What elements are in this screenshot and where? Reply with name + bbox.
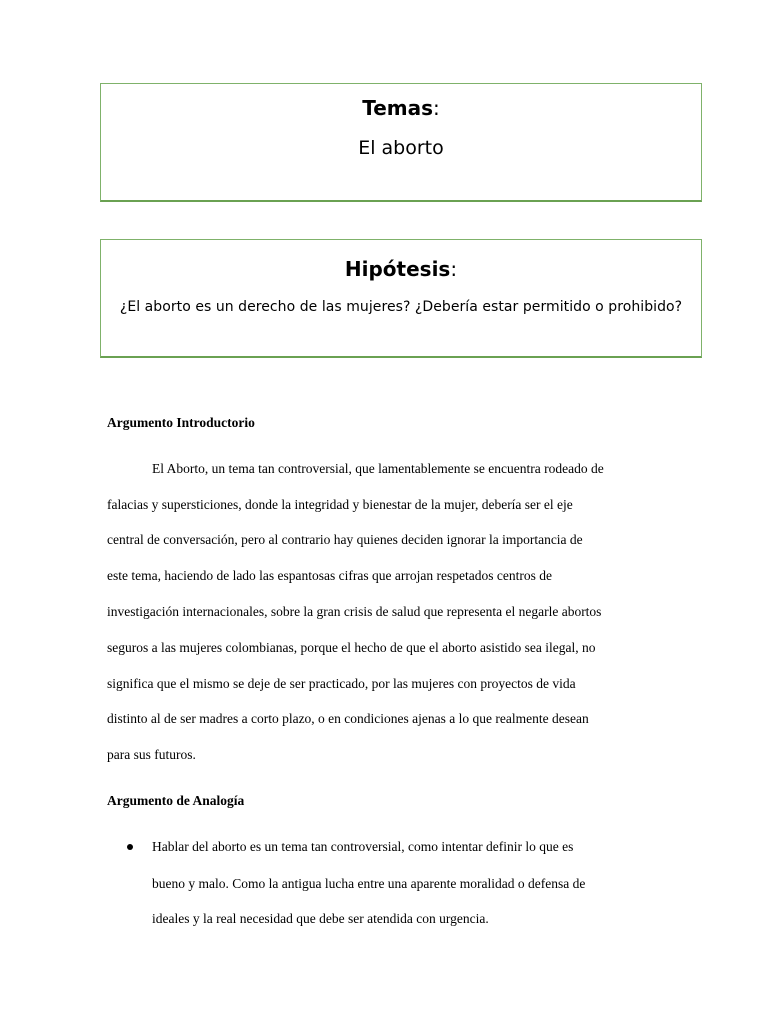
- argumento-analogia-heading: Argumento de Analogía: [107, 793, 245, 808]
- temas-value: El aborto: [358, 137, 444, 159]
- intro-paragraph-line: El Aborto, un tema tan controversial, que lamentablemente se encuentra rodeado de: [152, 461, 604, 476]
- intro-paragraph-line: significa que el mismo se deje de ser practicado, por las mujeres con proyectos de vida: [107, 676, 576, 691]
- hipotesis-question: ¿El aborto es un derecho de las mujeres? ¿Debería estar permitido o prohibido?: [119, 299, 683, 315]
- hipotesis-heading-label: Hipótesis: [344, 257, 451, 281]
- hipotesis-heading: [101, 257, 701, 281]
- intro-paragraph-line: distinto al de ser madres a corto plazo, o en condiciones ajenas a lo que realmente desean: [107, 711, 589, 726]
- intro-paragraph-line: este tema, haciendo de lado las espantosas cifras que arrojan respetados centros de: [107, 568, 552, 583]
- hipotesis-heading-colon: :: [450, 257, 458, 281]
- temas-heading: [101, 96, 701, 120]
- analogia-bullet-line: ideales y la real necesidad que debe ser atendida con urgencia.: [152, 911, 489, 926]
- hipotesis-box: [100, 239, 702, 358]
- temas-box: [100, 83, 702, 202]
- intro-paragraph-line: seguros a las mujeres colombianas, porque el hecho de que el aborto asistido sea ilegal, no: [107, 640, 596, 655]
- temas-heading-colon: :: [433, 96, 440, 120]
- bullet-icon: [127, 844, 133, 850]
- intro-paragraph-line: para sus futuros.: [107, 747, 196, 762]
- argumento-introductorio-heading: Argumento Introductorio: [107, 415, 255, 430]
- temas-heading-label: Temas: [362, 96, 434, 120]
- intro-paragraph-line: falacias y supersticiones, donde la integridad y bienestar de la mujer, debería ser el eje: [107, 497, 573, 512]
- analogia-bullet-line: bueno y malo. Como la antigua lucha entre una aparente moralidad o defensa de: [152, 876, 586, 891]
- analogia-bullet-line: Hablar del aborto es un tema tan controversial, como intentar definir lo que es: [152, 839, 574, 854]
- intro-paragraph-line: central de conversación, pero al contrario hay quienes deciden ignorar la importancia de: [107, 532, 583, 547]
- intro-paragraph-line: investigación internacionales, sobre la gran crisis de salud que representa el negarle abortos: [107, 604, 602, 619]
